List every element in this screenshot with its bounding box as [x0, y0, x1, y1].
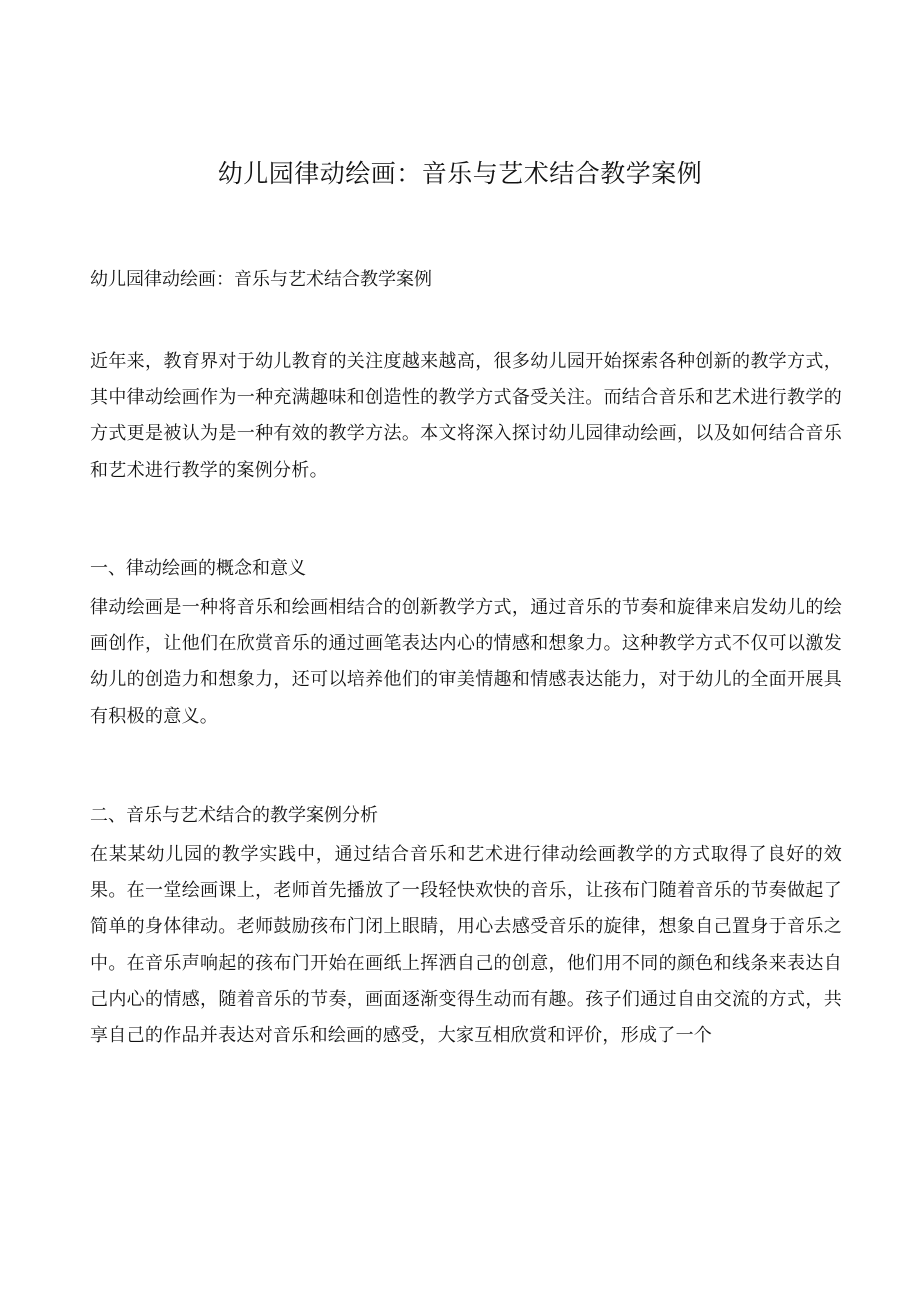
- document-title: 幼儿园律动绘画：音乐与艺术结合教学案例: [217, 159, 703, 188]
- section-heading-case-study: 二、音乐与艺术结合的教学案例分析: [90, 805, 378, 826]
- section-paragraph-case-study: 在某某幼儿园的教学实践中，通过结合音乐和艺术进行律动绘画教学的方式取得了良好的效果。在一堂绘画课上，老师首先播放了一段轻快欢快的音乐，让孩布门随着音乐的节奏做起了简单的身体律动。老师鼓励孩布门闭上眼睛，用心去感受音乐的旋律，想象自己置身于音乐之中。在音乐声响起的孩布门开始在画纸上挥洒自己的创意，他们用不同的颜色和线条来表达自己内心的情感，随着音乐的节奏，画面逐渐变得生动而有趣。孩子们通过自由交流的方式，共享自己的作品并表达对音乐和绘画的感受，大家互相欣赏和评价，形成了一个: [90, 844, 842, 1047]
- document-subtitle: 幼儿园律动绘画：音乐与艺术结合教学案例: [90, 269, 432, 290]
- section-heading-concept: 一、律动绘画的概念和意义: [90, 558, 306, 579]
- intro-paragraph: 近年来，教育界对于幼儿教育的关注度越来越高，很多幼儿园开始探索各种创新的教学方式，其中律动绘画作为一种充满趣味和创造性的教学方式备受关注。而结合音乐和艺术进行教学的方式更是被认为是一种有效的教学方法。本文将深入探讨幼儿园律动绘画，以及如何结合音乐和艺术进行教学的案例分析。: [90, 351, 842, 481]
- section-paragraph-concept: 律动绘画是一种将音乐和绘画相结合的创新教学方式，通过音乐的节奏和旋律来启发幼儿的绘画创作，让他们在欣赏音乐的通过画笔表达内心的情感和想象力。这种教学方式不仅可以激发幼儿的创造力和想象力，还可以培养他们的审美情趣和情感表达能力，对于幼儿的全面开展具有积极的意义。: [90, 597, 842, 727]
